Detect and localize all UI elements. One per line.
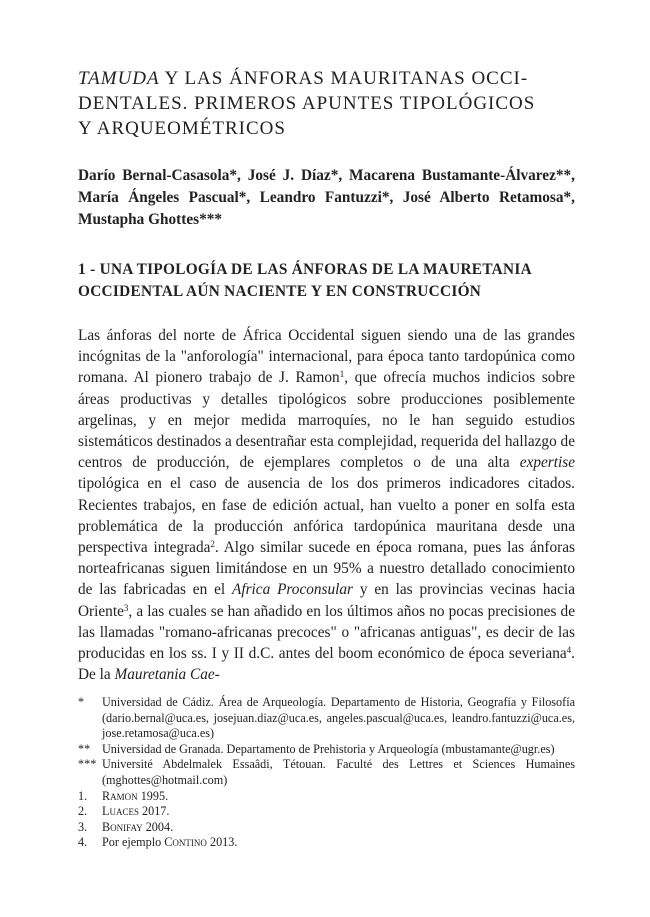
footnote-text (102, 835, 575, 851)
cited-author: Contino (164, 835, 207, 850)
cited-prefix: Por ejemplo (102, 835, 165, 850)
footnote-4 (78, 835, 575, 851)
cited-year: 2004. (142, 819, 174, 834)
italic-term: Mauretania Cae- (114, 666, 220, 684)
cited-year: 1995. (137, 788, 169, 803)
footnote-marker: 3. (78, 819, 88, 834)
title-line-1: Y LAS ÁNFORAS MAURITANAS OCCI- (159, 68, 529, 89)
italic-term: Africa Proconsular (231, 581, 353, 599)
body-sentence: . De la (78, 645, 575, 684)
title-line-2: DENTALES. PRIMEROS APUNTES TIPOLÓGICOS (78, 93, 536, 114)
body-sentence: y en las provincias vecinas hacia Oriente (78, 581, 575, 620)
footnote-affiliation-2 (78, 742, 575, 758)
title-line-3: Y ARQUEOMÉTRICOS (78, 118, 286, 139)
body-sentence: , que ofrecía muchos indicios sobre áreas productivas y detalles tipológicos sobre producciones posiblemente argelinas, y en mejor medida marroquíes, no le han seguido estudios sistemáticos destinados a desentrañar esta complejidad, requerida del hallazgo de centros de producción, de ejemplares completos o de una alta (78, 369, 575, 472)
body-sentence: tipológica en el caso de ausencia de los dos primeros indicadores citados. Recientes trabajos, en fase de edición actual, han vuelto a poner en solfa esta problemática de la producción anfórica tardopúnica mauritana desde una perspectiva integrada (78, 475, 575, 557)
article-page (78, 66, 575, 685)
italic-term: expertise (519, 454, 575, 472)
article-title (78, 66, 575, 141)
title-italic-word: TAMUDA (78, 68, 160, 89)
footnote-1 (78, 789, 575, 805)
body-text (78, 325, 575, 685)
footnote-marker: 2. (78, 804, 88, 819)
body-sentence: Las ánforas del norte de África Occidental siguen siendo una de las grandes incógnitas de la "anforología" internacional, para época tanto tardopúnica como romana. Al pionero trabajo de J. Ramon (78, 327, 575, 387)
footnote-text: Universidad de Cádiz. Área de Arqueología. Departamento de Historia, Geografía y Filosofía (dario.bernal@uca.es, josejuan.diaz@uca.es, angeles.pascual@uca.es, leandro.fantuzzi@uca.es, jose.retamosa@uca.es) (102, 695, 575, 741)
section-heading: 1 - UNA TIPOLOGÍA DE LAS ÁNFORAS DE LA MAURETANIA OCCIDENTAL AÚN NACIENTE Y EN CONSTRUCCIÓN (78, 261, 532, 300)
footnote-text (102, 789, 575, 805)
footnote-marker: 1. (78, 788, 88, 803)
cited-author: Ramon (102, 788, 138, 803)
cited-author: Bonifay (102, 819, 143, 834)
cited-author: Luaces (102, 804, 139, 819)
footnote-marker: * (78, 695, 85, 709)
footnote-2 (78, 804, 575, 820)
footnote-marker: *** (78, 757, 97, 772)
footnote-marker: ** (78, 741, 91, 756)
footnote-3 (78, 820, 575, 836)
footnote-text: Université Abdelmalek Essaâdi, Tétouan. Faculté des Lettres et Sciences Humaines (mghottes@hotmail.com) (102, 757, 575, 787)
footnote-affiliation-1 (78, 695, 575, 742)
footnote-text (102, 804, 575, 820)
footnote-text: Universidad de Granada. Departamento de Prehistoria y Arqueología (mbustamante@ugr.es) (102, 741, 555, 756)
footnote-ref-3[interactable]: 3 (123, 602, 129, 613)
footnote-affiliation-3 (78, 757, 575, 788)
footnote-ref-1[interactable]: 1 (339, 369, 345, 380)
footnote-ref-2[interactable]: 2 (210, 539, 215, 550)
body-sentence: , a las cuales se han añadido en los últimos años no pocas precisiones de las llamadas "romano-africanas precoces" o "africanas antiguas", es decir de las producidas en los ss. I y II d.C. antes del boom económico de época severiana (78, 602, 575, 663)
body-paragraph (78, 325, 575, 685)
author-list: Darío Bernal-Casasola*, José J. Díaz*, Macarena Bustamante-Álvarez**, María Ángeles Pascual*, Leandro Fantuzzi*, José Alberto Retamosa*, Mustapha Ghottes*** (78, 167, 575, 228)
footnote-ref-4[interactable]: 4 (566, 645, 572, 656)
cited-year: 2013. (206, 835, 238, 850)
footnote-text (102, 820, 575, 836)
footnotes (78, 695, 575, 851)
footnote-marker: 4. (78, 835, 88, 850)
body-sentence: . Algo similar sucede en época romana, pues las ánforas norteafricanas siguen limitándose en un 95% a nuestro detallado conocimiento de las fabricadas en el (78, 539, 575, 599)
cited-year: 2017. (138, 804, 170, 819)
